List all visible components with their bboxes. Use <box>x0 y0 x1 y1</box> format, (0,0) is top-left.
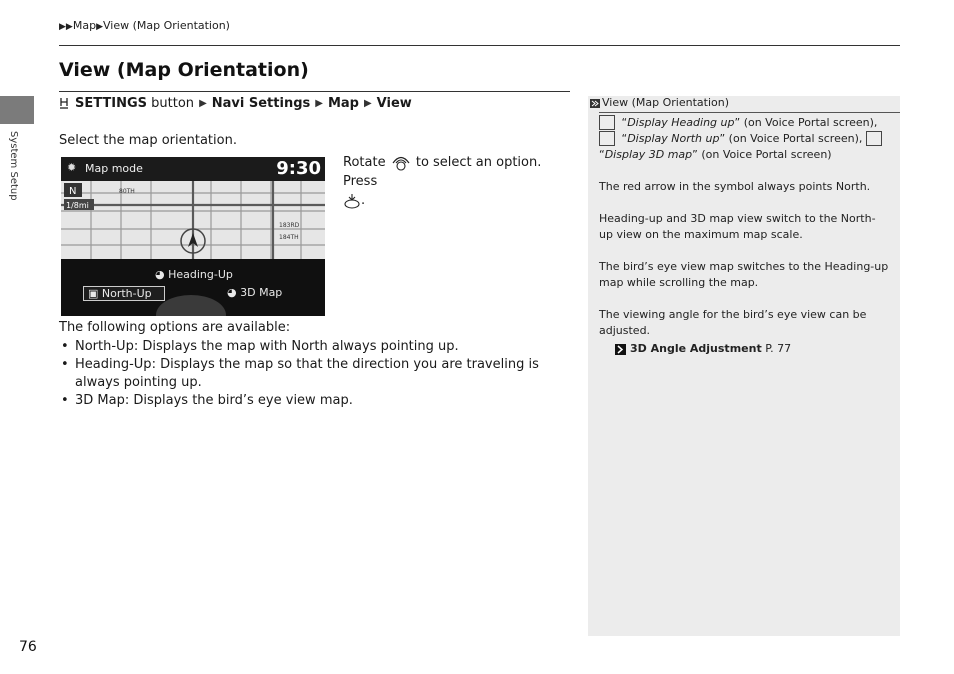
path-arrow-icon: ▶ <box>363 98 372 109</box>
side-tab <box>0 96 34 124</box>
breadcrumb-map[interactable]: Map <box>72 19 97 32</box>
options-intro: The following options are available: <box>59 320 291 335</box>
map-mode-screenshot <box>61 157 325 316</box>
option-north-up: ▣ North-Up <box>83 286 165 301</box>
note-text: The bird’s eye view map switches to the Heading-up map while scrolling the map. <box>599 260 889 289</box>
reference-arrow-icon <box>615 344 626 355</box>
list-item: • Heading-Up: Displays the map so that the direction you are traveling is always pointing up. <box>59 356 569 392</box>
option-3d-map: ◕ 3D Map <box>227 286 283 299</box>
screen-title: Map mode <box>85 162 143 175</box>
breadcrumb-arrow-icon: ▶▶ <box>59 22 73 32</box>
svg-text:N: N <box>69 186 77 197</box>
street-label: 183RD <box>279 222 300 229</box>
street-label: 184TH <box>279 234 299 241</box>
voice-command-icon <box>599 131 615 146</box>
path-settings: SETTINGS <box>75 96 148 111</box>
breadcrumb-arrow-icon: ▶ <box>96 22 103 32</box>
gear-icon: ✹ <box>67 161 77 174</box>
intro-text: Select the map orientation. <box>59 133 237 148</box>
dial-graphic <box>156 295 226 316</box>
options-list <box>59 338 569 410</box>
cross-reference-link[interactable]: 3D Angle Adjustment P. 77 <box>599 341 889 357</box>
path-button-word: button <box>151 96 195 111</box>
option-heading-up: ◕ Heading-Up <box>155 268 233 281</box>
side-tab-label: System Setup <box>8 131 19 201</box>
path-navi-settings: Navi Settings <box>211 96 311 111</box>
title-divider <box>59 91 570 92</box>
map-streets-graphic <box>61 181 325 261</box>
navigation-path <box>59 96 412 111</box>
note-text: Heading-up and 3D map view switch to the North-up view on the maximum map scale. <box>599 212 876 241</box>
notes-divider <box>599 112 900 113</box>
page-number: 76 <box>19 639 37 655</box>
note-text: The red arrow in the symbol always points North. <box>599 180 871 193</box>
press-dial-icon <box>343 192 361 210</box>
path-map: Map <box>327 96 359 111</box>
screen-clock: 9:30 <box>276 158 321 179</box>
rotate-instruction: Rotate to select an option. Press . <box>343 155 542 208</box>
list-item: • North-Up: Displays the map with North always pointing up. <box>59 338 569 356</box>
street-label: 80TH <box>119 188 135 195</box>
list-item: • 3D Map: Displays the bird’s eye view map. <box>59 392 569 410</box>
map-scale: 1/8mi <box>66 201 89 210</box>
breadcrumb-current: View (Map Orientation) <box>102 19 230 32</box>
voice-command-icon <box>866 131 882 146</box>
voice-command-icon <box>599 115 615 130</box>
map-preview <box>61 181 325 261</box>
home-button-icon <box>59 97 69 111</box>
path-arrow-icon: ▶ <box>199 98 207 109</box>
header-divider <box>59 45 900 46</box>
breadcrumb <box>59 19 230 32</box>
page-title: View (Map Orientation) <box>59 59 309 81</box>
notes-header <box>588 96 900 112</box>
notes-body: “Display Heading up” (on Voice Portal screen), “Display North up” (on Voice Portal screen), “Display 3D map” (on Voice Portal screen) The red arrow in the symbol always points North. Heading-up and 3D map view switch to the North-up view on the maximum map scale. The bird’s eye view map switches to the Heading-up map while scrolling the map. The viewing angle for the bird’s eye view can be adjusted. 3D Angle Adjustment P. 77 <box>599 116 889 355</box>
note-marker-icon <box>590 99 600 108</box>
path-arrow-icon: ▶ <box>315 98 323 109</box>
interface-dial-icon <box>390 154 412 172</box>
note-text: The viewing angle for the bird’s eye view can be adjusted. <box>599 308 867 337</box>
notes-panel <box>588 96 900 636</box>
path-view: View <box>376 96 412 111</box>
notes-heading: View (Map Orientation) <box>602 96 729 109</box>
map-mode-menu <box>61 259 325 316</box>
screen-title-bar <box>61 157 325 181</box>
